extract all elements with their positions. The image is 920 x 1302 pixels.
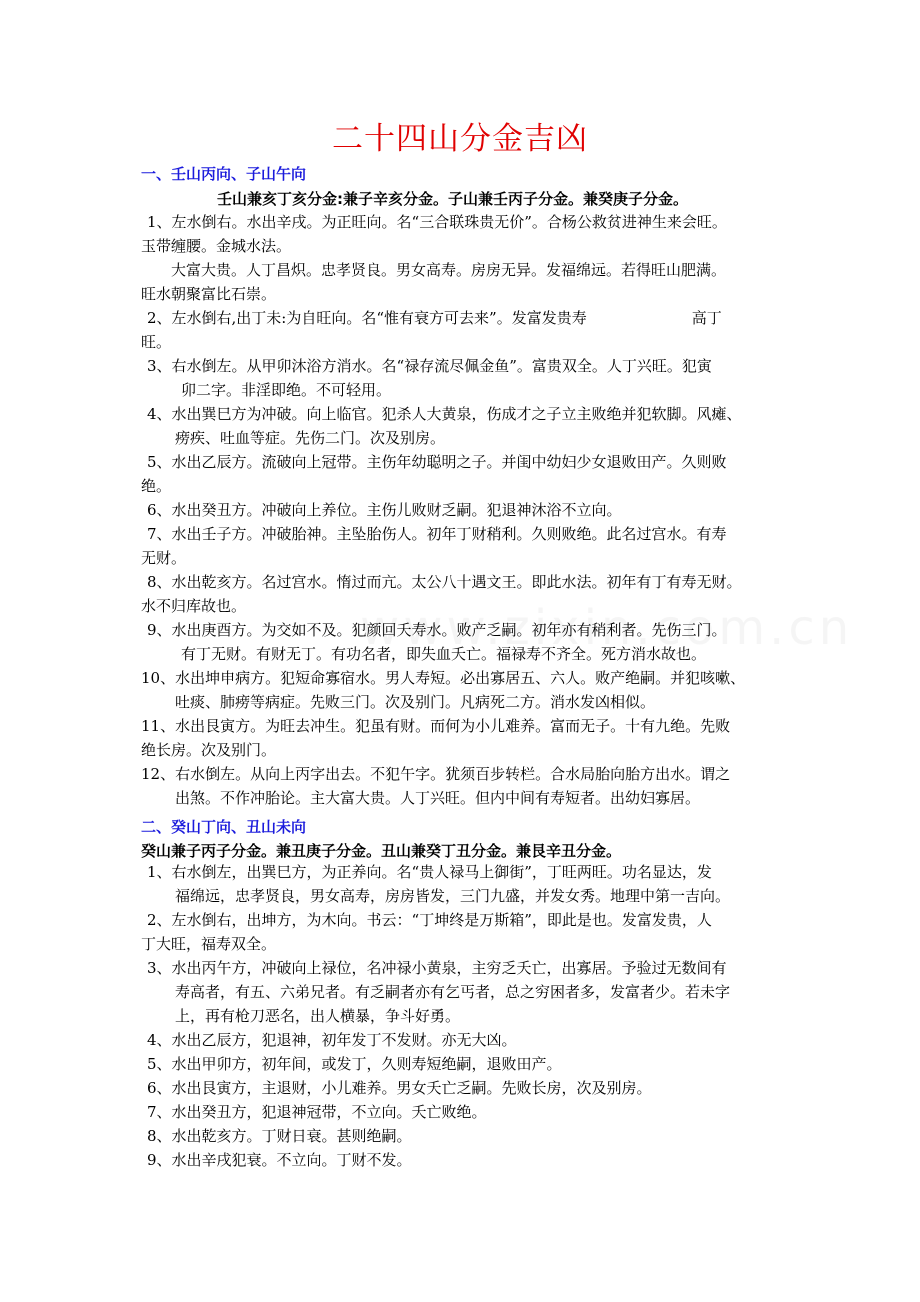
- section-1-body: [141, 210, 786, 810]
- paragraph-line: 玉带缠腰。金城水法。: [141, 237, 292, 255]
- paragraph-line: 8、水出乾亥方。丁财日衰。甚则绝嗣。: [147, 1127, 412, 1145]
- paragraph-line: 1、左水倒右。水出辛戌。为正旺向。名“三合联珠贵无价”。合杨公救贫进神生来会旺。: [147, 213, 727, 231]
- paragraph-line: 9、水出庚酉方。为交如不及。犯颜回夭寿水。败产乏嗣。初年亦有稍利者。先伤三门。: [147, 621, 727, 639]
- paragraph-line: 1、右水倒左，出巽巳方，为正养向。名“贵人禄马上御街”，丁旺两旺。功名显达，发: [147, 863, 712, 881]
- paragraph-line: 吐痰、肺痨等病症。先败三门。次及别门。凡病死二方。消水发凶相似。: [175, 693, 656, 711]
- page-title: 二十四山分金吉凶: [332, 121, 588, 157]
- line-text: 2、左水倒右,出丁未:为自旺向。名“惟有衰方可去来”。发富发贵寿: [147, 309, 587, 327]
- paragraph-line: 上，再有枪刀恶名，出人横暴，争斗好勇。: [175, 1007, 461, 1025]
- paragraph-line: 7、水出壬子方。冲破胎神。主坠胎伤人。初年丁财稍利。久则败绝。此名过宫水。有寿: [147, 525, 727, 543]
- paragraph-line: 出煞。不作冲胎论。主大富大贵。人丁兴旺。但内中间有寿短者。出幼妇寡居。: [175, 789, 701, 807]
- paragraph-line: 痨疾、吐血等症。先伤二门。次及别房。: [175, 429, 446, 447]
- section-subheading-2: 癸山兼子丙子分金。兼丑庚子分金。丑山兼癸丁丑分金。兼艮辛丑分金。: [141, 842, 622, 860]
- paragraph-line: 9、水出辛戌犯衰。不立向。丁财不发。: [147, 1151, 412, 1169]
- paragraph-line: 4、水出乙辰方，犯退神，初年发丁不发财。亦无大凶。: [147, 1031, 517, 1049]
- paragraph-line: 6、水出癸丑方。冲破向上养位。主伤儿败财乏嗣。犯退神沐浴不立向。: [147, 501, 622, 519]
- paragraph-line: 寿高者，有五、六弟兄者。有乏嗣者亦有乞丐者，总之穷困者多，发富者少。若未字: [175, 983, 731, 1001]
- paragraph-line: 旺。: [141, 333, 172, 351]
- paragraph-line: 2、左水倒右，出坤方，为木向。书云：“丁坤终是万斯箱”，即此是也。发富发贵，人: [147, 911, 712, 929]
- paragraph-line: 绝。: [141, 477, 172, 495]
- paragraph-line: [141, 306, 786, 330]
- paragraph-line: 绝长房。次及别门。: [141, 741, 277, 759]
- section-heading-2: 二、癸山丁向、丑山未向: [141, 818, 307, 836]
- paragraph-line: 10、水出坤申病方。犯短命寡宿水。男人寿短。必出寡居五、六人。败产绝嗣。并犯咳嗽、: [141, 669, 746, 687]
- section-subheading-1: 壬山兼亥丁亥分金:兼子辛亥分金。子山兼壬丙子分金。兼癸庚子分金。: [217, 190, 689, 208]
- paragraph-line: 6、水出艮寅方，主退财，小儿难养。男女夭亡乏嗣。先败长房，次及别房。: [147, 1079, 652, 1097]
- paragraph-line: 5、水出甲卯方，初年间，或发丁，久则寿短绝嗣，退败田产。: [147, 1055, 562, 1073]
- section-2-body: [141, 860, 786, 1172]
- section-heading-1: 一、壬山丙向、子山午向: [141, 165, 307, 183]
- paragraph-line: 3、水出丙午方，冲破向上禄位，名冲禄小黄泉，主穷乏夭亡，出寡居。予验过无数间有: [147, 959, 727, 977]
- paragraph-line: 丁大旺，福寿双全。: [141, 935, 277, 953]
- paragraph-line: 11、水出艮寅方。为旺去冲生。犯虽有财。而何为小儿难养。富而无子。十有九绝。先败: [141, 717, 731, 735]
- paragraph-line: 旺水朝聚富比石崇。: [141, 285, 277, 303]
- paragraph-line: 水不归库故也。: [141, 597, 247, 615]
- paragraph-line: 无财。: [141, 549, 187, 567]
- paragraph-line: 卯二字。非淫即绝。不可轻用。: [181, 381, 392, 399]
- paragraph-line: 福绵远，忠孝贤良，男女高寿，房房皆发，三门九盛，并发女秀。地理中第一吉向。: [175, 887, 731, 905]
- paragraph-line: 8、水出乾亥方。名过宫水。惰过而亢。太公八十遇文王。即此水法。初年有丁有寿无财。: [147, 573, 742, 591]
- paragraph-line: 12、右水倒左。从向上丙字出去。不犯午字。犹须百步转栏。合水局胎向胎方出水。谓之: [141, 765, 731, 783]
- paragraph-line: 有丁无财。有财无丁。有功名者，即失血夭亡。福禄寿不齐全。死方消水故也。: [181, 645, 707, 663]
- paragraph-line: 3、右水倒左。从甲卯沐浴方消水。名“禄存流尽佩金鱼”。富贵双全。人丁兴旺。犯寅: [147, 357, 712, 375]
- paragraph-line: 大富大贵。人丁昌炽。忠孝贤良。男女高寿。房房无异。发福绵远。若得旺山肥满。: [171, 261, 727, 279]
- paragraph-line: 7、水出癸丑方，犯退神冠带，不立向。夭亡败绝。: [147, 1103, 487, 1121]
- paragraph-line: 5、水出乙辰方。流破向上冠带。主伤年幼聪明之子。并闺中幼妇少女退败田产。久则败: [147, 453, 727, 471]
- line-text: 高丁: [691, 309, 722, 327]
- paragraph-line: 4、水出巽巳方为冲破。向上临官。犯杀人大黄泉，伤成才之子立主败绝并犯软脚。风瘫、: [147, 405, 742, 423]
